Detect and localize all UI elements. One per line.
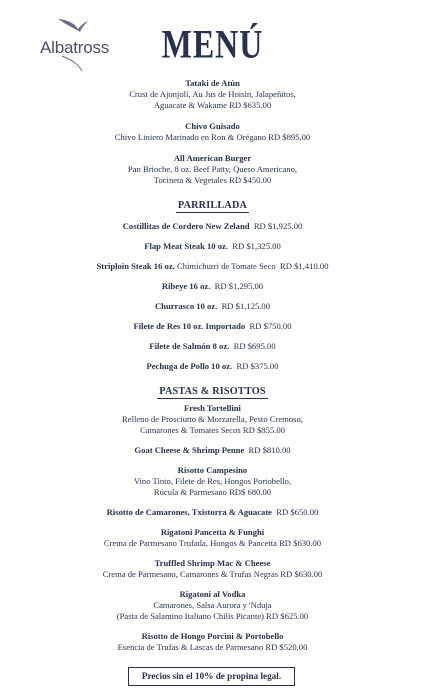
item-description: Pan Brioche, 8 oz. Beef Patty, Queso Americano, bbox=[127, 164, 298, 174]
item-name: Truffled Shrimp Mac & Cheese bbox=[154, 558, 271, 568]
menu-item bbox=[0, 361, 425, 372]
menu-item bbox=[0, 121, 425, 143]
menu-item bbox=[0, 558, 425, 580]
menu-item bbox=[0, 261, 425, 272]
item-name: Fresh Tortellini bbox=[184, 403, 241, 413]
item-description: Camarones, Salsa Aurora y 'Nduja bbox=[153, 600, 272, 610]
item-name: Flap Meat Steak 10 oz. bbox=[144, 241, 228, 251]
item-description: Chivo Liniero Marinado en Ron & Orégano RD $895.00 bbox=[114, 132, 311, 142]
item-name: Risotto Campesino bbox=[177, 465, 248, 475]
item-name: Costillitas de Cordero New Zeland bbox=[122, 221, 250, 231]
item-price: RD $1,325.00 bbox=[232, 241, 281, 251]
menu-item bbox=[0, 589, 425, 622]
item-name: Filete de Salmón 8 oz. bbox=[149, 341, 230, 351]
item-name: Goat Cheese & Shrimp Penne bbox=[134, 445, 245, 455]
menu-item bbox=[0, 465, 425, 498]
menu-item bbox=[0, 507, 425, 518]
item-price: RD $1,410.00 bbox=[280, 261, 329, 271]
item-price: RD $1,295.00 bbox=[214, 281, 264, 291]
item-price: RD $650.00 bbox=[276, 507, 319, 517]
item-name: Rigatoni al Vodka bbox=[179, 589, 246, 599]
item-description: Crust de Ajonjolí, Au Jus de Hoisin, Jalapeñitos, bbox=[129, 89, 296, 99]
menu-item bbox=[0, 445, 425, 456]
logo-text: Albatross bbox=[40, 38, 110, 57]
menu-item bbox=[0, 78, 425, 111]
menu-item bbox=[0, 527, 425, 549]
item-name: Rigatoni Pancetta & Funghi bbox=[160, 527, 265, 537]
menu-item bbox=[0, 241, 425, 252]
item-description: Relleno de Prosciutto & Morzarella, Pesto Cremoso, bbox=[122, 414, 303, 424]
item-name: Striploin Steak 16 oz. bbox=[96, 261, 175, 271]
section-heading-pastas bbox=[0, 386, 425, 399]
item-name: Chivo Guisado bbox=[185, 121, 240, 131]
menu-item bbox=[0, 221, 425, 232]
item-name: Ribeye 16 oz. bbox=[161, 281, 211, 291]
item-name: Churrasco 10 oz. bbox=[154, 301, 218, 311]
item-description: Rúcula & Parmesano RD$ 680.00 bbox=[153, 487, 272, 497]
menu-content bbox=[0, 78, 425, 653]
menu-item bbox=[0, 631, 425, 653]
item-price: RD $695.00 bbox=[233, 341, 276, 351]
item-description: Esencia de Trufas & Lascas de Parmesano RD $520.00 bbox=[117, 642, 308, 652]
item-name: Tataki de Atún bbox=[185, 78, 240, 88]
menu-item bbox=[0, 403, 425, 436]
item-name: Risotto de Hongo Porcini & Portobello bbox=[141, 631, 284, 641]
menu-item bbox=[0, 341, 425, 352]
item-description: Crema de Parmesano Trufada, Hongos & Pancetta RD $630.00 bbox=[103, 538, 322, 548]
item-price: RD $1,925.00 bbox=[253, 221, 303, 231]
section-heading-parrillada bbox=[0, 200, 425, 213]
item-description: Aguacate & Wakame RD $635.00 bbox=[153, 100, 272, 110]
item-name: Pechuga de Pollo 10 oz. bbox=[146, 361, 233, 371]
item-description: Camarones & Tomates Secos RD $855.00 bbox=[140, 425, 285, 435]
item-price: RD $375.00 bbox=[236, 361, 279, 371]
item-description: Vino Tinto, Filete de Res, Hongos Portobello, bbox=[133, 476, 292, 486]
tip-notice: Precios sin el 10% de propina legal. bbox=[128, 667, 295, 686]
item-price: RD $1,125.00 bbox=[221, 301, 271, 311]
item-description: (Pasta de Salamino Italiano Chilis Picante) RD $625.00 bbox=[116, 611, 309, 621]
item-description: Crema de Parmesano, Camarones & Trufas Negras RD $630.00 bbox=[102, 569, 323, 579]
section-title: PARRILLADA bbox=[177, 200, 248, 211]
item-description: Chimichurri de Tomate Seco bbox=[176, 261, 276, 271]
item-name: Risotto de Camarones, Txistorra & Aguacate bbox=[106, 507, 272, 517]
menu-item bbox=[0, 153, 425, 186]
section-title: PASTAS & RISOTTOS bbox=[159, 386, 266, 397]
item-name: All American Burger bbox=[173, 153, 252, 163]
item-description: Tocineta & Vegetales RD $450.00 bbox=[153, 175, 272, 185]
item-price: RD $750.00 bbox=[249, 321, 292, 331]
menu-item bbox=[0, 301, 425, 312]
page-title: MENÚ bbox=[161, 21, 264, 67]
menu-item bbox=[0, 321, 425, 332]
item-price: RD $810.00 bbox=[248, 445, 291, 455]
item-name: Filete de Res 10 oz. Importado bbox=[133, 321, 246, 331]
header bbox=[0, 0, 425, 78]
menu-item bbox=[0, 281, 425, 292]
